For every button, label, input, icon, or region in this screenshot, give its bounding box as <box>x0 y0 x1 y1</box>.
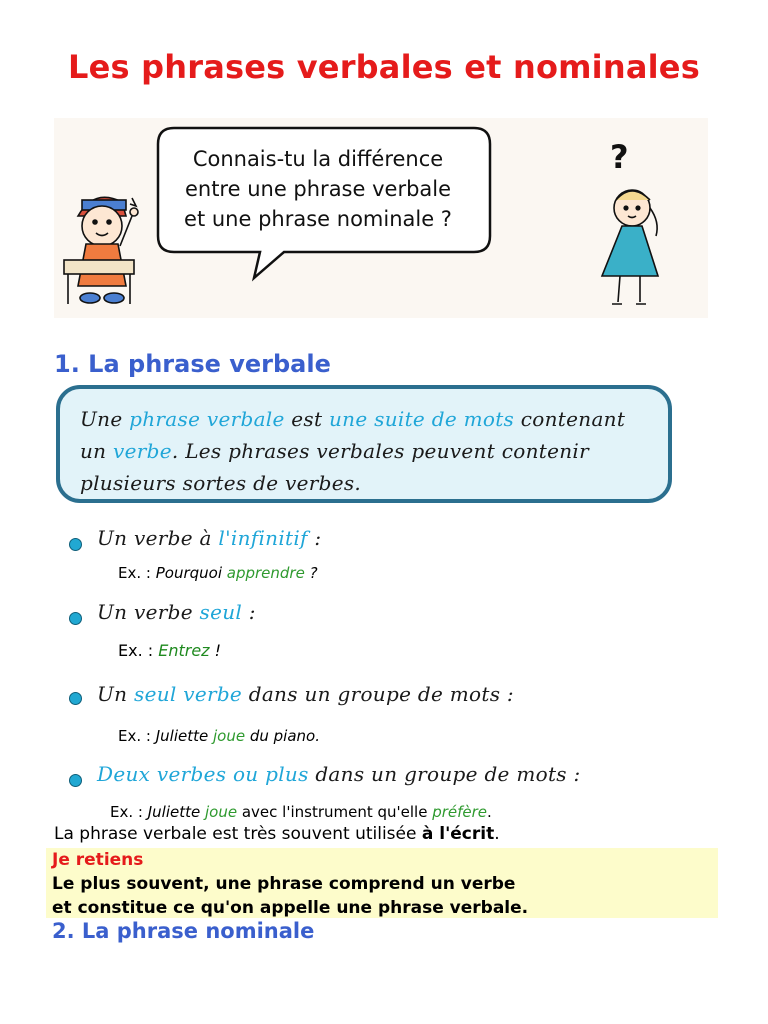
example-text: Pourquoi <box>155 564 227 582</box>
item-label-text: : <box>307 526 322 550</box>
example-text: Juliette <box>155 727 213 745</box>
example-text: ? <box>304 564 318 582</box>
definition-text: un <box>80 439 114 463</box>
example-prefix: Ex. : <box>118 727 156 745</box>
bubble-line: Connais-tu la différence <box>192 147 444 171</box>
example-prefix: Ex. : <box>118 564 156 582</box>
example-text: du piano. <box>245 727 320 745</box>
item-label-infinitif <box>97 526 321 550</box>
example-line <box>118 564 318 582</box>
example-verb: Entrez <box>158 641 210 660</box>
item-label-text: Un <box>97 682 134 706</box>
item-label-highlight: seul <box>199 600 243 624</box>
definition-highlight: phrase verbale <box>129 407 285 431</box>
summary-bold: à l'écrit <box>421 824 495 844</box>
item-label-text: dans un groupe de mots : <box>308 762 581 786</box>
example-line <box>110 803 492 821</box>
bullet-dot <box>69 538 82 551</box>
example-text: Juliette <box>147 803 205 821</box>
definition-line <box>80 435 648 467</box>
definition-text: . Les phrases verbales peuvent contenir <box>171 439 589 463</box>
item-label-highlight: l'infinitif <box>218 526 308 550</box>
bullet-dot <box>69 692 82 705</box>
definition-highlight: verbe <box>113 439 172 463</box>
item-label-highlight: seul verbe <box>134 682 243 706</box>
bubble-line: et une phrase nominale ? <box>184 207 452 231</box>
bullet-dot <box>69 774 82 787</box>
summary-text: La phrase verbale est très souvent utilisée <box>54 824 422 844</box>
item-label-text: Un verbe <box>97 600 200 624</box>
item-label-highlight: Deux verbes ou plus <box>97 762 309 786</box>
definition-text: est <box>284 407 329 431</box>
section-heading-verbale: 1. La phrase verbale <box>54 350 331 378</box>
example-verb: joue <box>212 727 246 745</box>
example-verb: préfère <box>432 803 488 821</box>
boy-figure <box>64 197 138 304</box>
item-label-seul-verbe <box>97 682 514 706</box>
section-heading-nominale: 2. La phrase nominale <box>52 919 315 943</box>
summary-line <box>54 824 500 844</box>
bullet-dot <box>69 612 82 625</box>
definition-line <box>80 403 648 435</box>
retiens-title: Je retiens <box>52 850 144 870</box>
definition-highlight: une suite de mots <box>328 407 515 431</box>
retiens-line: Le plus souvent, une phrase comprend un verbe <box>52 874 516 894</box>
speech-bubble-text <box>168 144 468 234</box>
definition-line: plusieurs sortes de verbes. <box>80 471 362 495</box>
definition-text: Une <box>80 407 130 431</box>
item-label-text: dans un groupe de mots : <box>242 682 514 706</box>
example-prefix: Ex. : <box>110 803 148 821</box>
bubble-line: entre une phrase verbale <box>184 177 452 201</box>
example-text: ! <box>209 641 222 660</box>
item-label-text: : <box>242 600 256 624</box>
example-text: avec l'instrument qu'elle <box>237 803 433 821</box>
example-line <box>118 727 320 745</box>
item-label-seul <box>97 600 256 624</box>
item-label-deux-verbes <box>97 762 581 786</box>
definition-box <box>56 385 672 503</box>
question-mark: ? <box>610 138 629 176</box>
example-verb: joue <box>204 803 238 821</box>
example-line <box>118 641 221 660</box>
girl-figure <box>602 190 658 304</box>
retiens-line: et constitue ce qu'on appelle une phrase verbale. <box>52 898 529 918</box>
summary-text: . <box>494 824 500 844</box>
page-title: Les phrases verbales et nominales <box>68 48 700 86</box>
example-text: . <box>487 803 492 821</box>
example-prefix: Ex. : <box>118 641 159 660</box>
example-verb: apprendre <box>226 564 305 582</box>
item-label-text: Un verbe à <box>97 526 219 550</box>
definition-text: contenant <box>514 407 626 431</box>
